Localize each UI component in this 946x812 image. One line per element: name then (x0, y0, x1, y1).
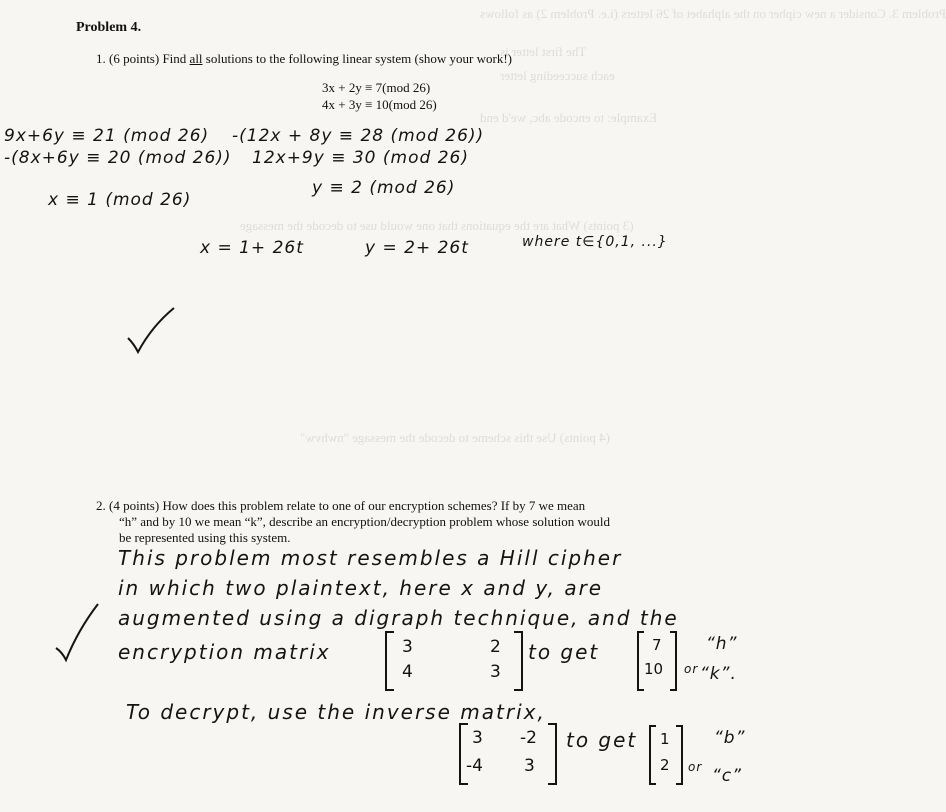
answer-line-4b: to get (528, 640, 600, 664)
dec-vector-cell: 1 (660, 730, 670, 748)
enc-vector-cell: 7 (652, 636, 662, 654)
bleed-line: Example: to encode abc, we'd end (480, 110, 658, 125)
b-label: “b” (714, 728, 746, 748)
answer-line-1: This problem most resembles a Hill cipher (118, 546, 623, 570)
dec-matrix-cell: -2 (520, 728, 537, 748)
enc-matrix-cell: 3 (402, 637, 413, 657)
work-line-1a: 9x+6y ≡ 21 (mod 26) (4, 126, 210, 146)
part2-prompt-line1: 2. (4 points) How does this problem relate to one of our encryption schemes? If by 7 we mean (96, 498, 586, 513)
equation-1: 3x + 2y ≡ 7(mod 26) (322, 80, 431, 95)
k-label: “k”. (700, 664, 737, 684)
enc-vector-cell: 10 (644, 660, 664, 678)
answer-line-4a: encryption matrix (118, 640, 331, 664)
where-clause: where t∈{0,1, ...} (522, 234, 668, 250)
bleed-line: (3 points) What are the equations that one would use to decode the message (240, 218, 634, 233)
dec-matrix-cell: 3 (524, 756, 535, 776)
answer-line-6b: to get (566, 728, 638, 752)
enc-matrix-cell: 2 (490, 637, 501, 657)
bleed-line: The first letter is (500, 44, 587, 59)
bleed-line: Problem 3. Consider a new cipher on the alphabet of 26 letters (i.e. Problem 2) as follows (480, 6, 946, 21)
dec-matrix-cell: 3 (472, 728, 483, 748)
check-mark-icon (52, 600, 102, 664)
h-label: “h” (706, 634, 738, 654)
work-line-1b: -(12x + 8y ≡ 28 (mod 26)) (232, 126, 485, 146)
bleed-line: each succeeding letter (500, 68, 615, 83)
y-result: y ≡ 2 (mod 26) (312, 178, 456, 198)
equation-2: 4x + 3y ≡ 10(mod 26) (322, 97, 437, 112)
answer-line-2: in which two plaintext, here x and y, are (118, 576, 604, 600)
problem-title: Problem 4. (76, 20, 142, 35)
part1-prompt-end: solutions to the following linear system (show your work!) (202, 51, 512, 66)
part1-prompt-all: all (189, 51, 203, 66)
dec-matrix-cell: -4 (466, 756, 483, 776)
answer-line-3: augmented using a digraph technique, and the (118, 606, 679, 630)
bleed-line: (4 points) Use this scheme to decode the message "nwhvw" (300, 430, 610, 445)
enc-matrix-cell: 3 (490, 662, 501, 682)
part1-prompt (96, 51, 512, 67)
check-mark-icon (122, 302, 178, 358)
work-line-2b: 12x+9y ≡ 30 (mod 26) (252, 148, 469, 168)
part2-prompt-line3: be represented using this system. (119, 530, 291, 545)
enc-matrix-cell: 4 (402, 662, 413, 682)
x-result: x ≡ 1 (mod 26) (48, 190, 192, 210)
work-line-2a: -(8x+6y ≡ 20 (mod 26)) (4, 148, 232, 168)
x-general: x = 1+ 26t (200, 238, 304, 258)
answer-line-4c: or (684, 662, 699, 676)
part2-prompt-line2: “h” and by 10 we mean “k”, describe an encryption/decryption problem whose solution would (119, 514, 610, 529)
answer-line-6c: or (688, 760, 703, 774)
c-label: “c” (712, 766, 742, 786)
y-general: y = 2+ 26t (365, 238, 469, 258)
answer-line-5: To decrypt, use the inverse matrix, (126, 700, 546, 724)
part1-prompt-start: 1. (6 points) Find (96, 51, 190, 66)
dec-vector-cell: 2 (660, 756, 670, 774)
